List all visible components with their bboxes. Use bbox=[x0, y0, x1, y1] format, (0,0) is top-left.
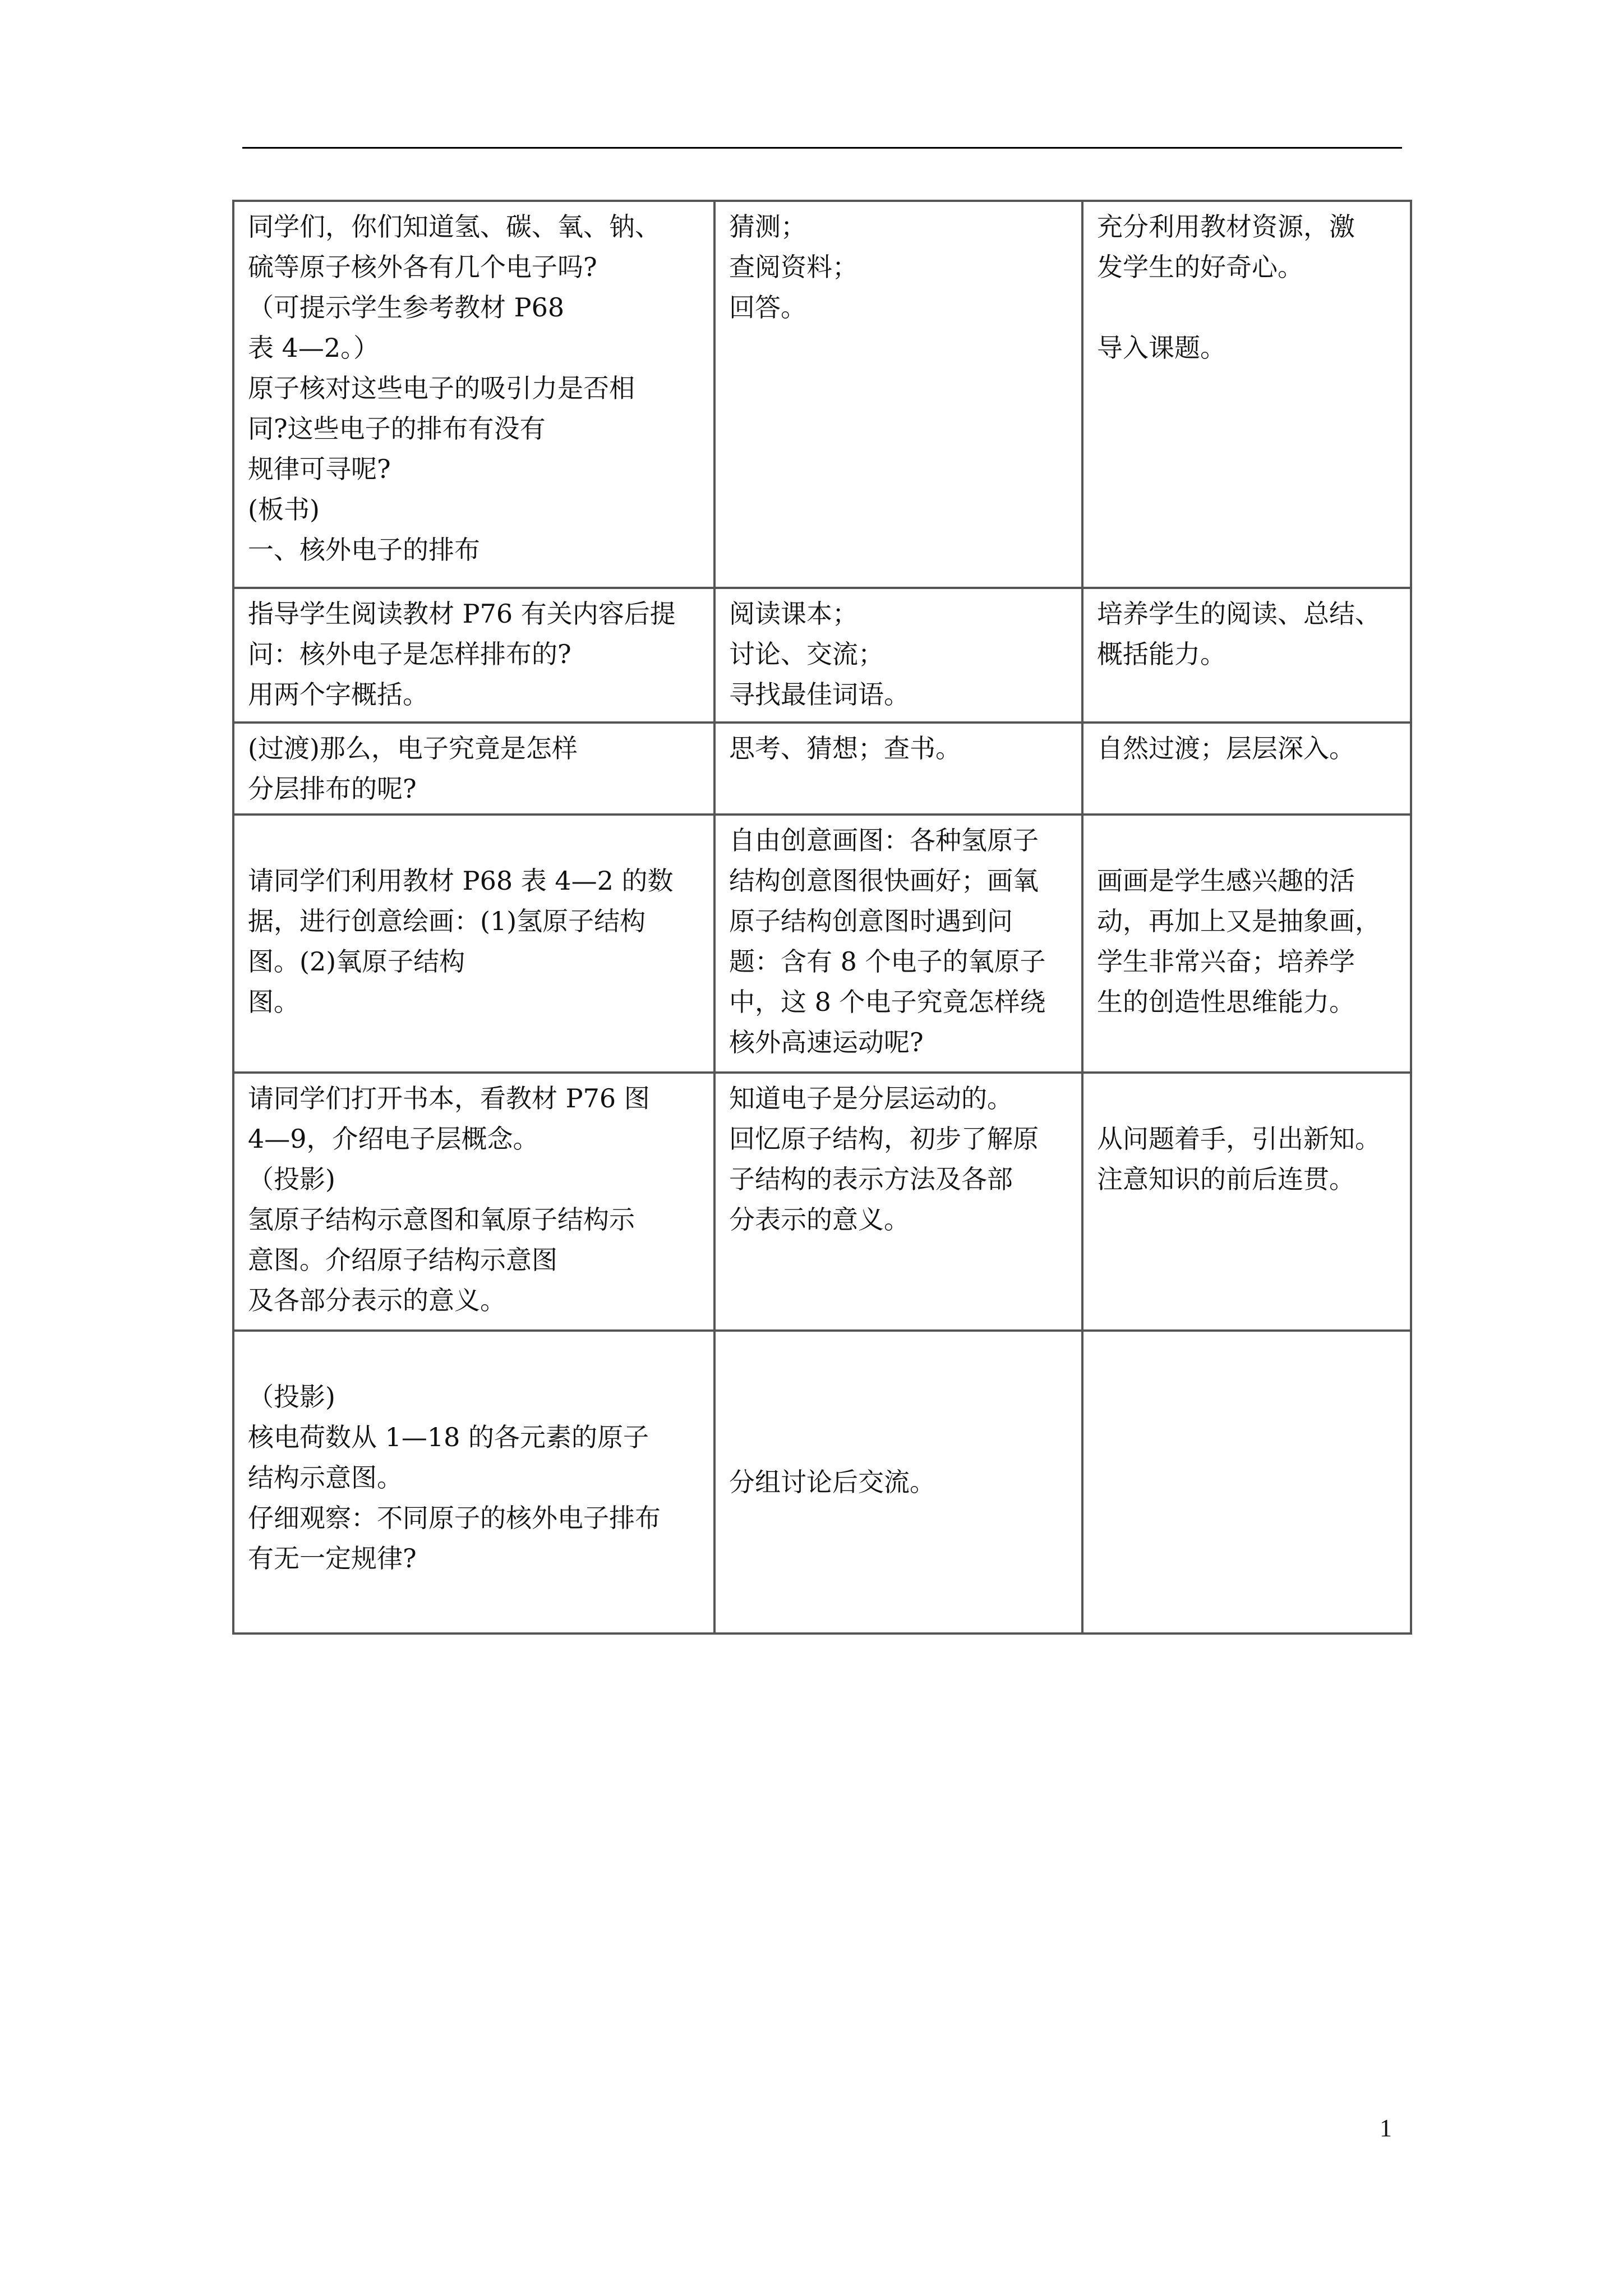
teacher-activity-cell: 同学们，你们知道氢、碳、氧、钠、 硫等原子核外各有几个电子吗? （可提示学生参考教材 P68 表 4—2。） 原子核对这些电子的吸引力是否相 同?这些电子的排布有没有 规律可寻呢? (板书) 一、核外电子的排布 bbox=[233, 201, 714, 588]
design-intent-cell: 自然过渡；层层深入。 bbox=[1082, 723, 1411, 815]
student-activity-cell: 阅读课本； 讨论、交流； 寻找最佳词语。 bbox=[714, 588, 1082, 723]
teacher-activity-cell: 请同学们利用教材 P68 表 4—2 的数 据，进行创意绘画：(1)氢原子结构 图。(2)氧原子结构 图。 bbox=[233, 815, 714, 1073]
design-intent-cell: 从问题着手，引出新知。 注意知识的前后连贯。 bbox=[1082, 1073, 1411, 1331]
student-activity-cell: 思考、猜想；查书。 bbox=[714, 723, 1082, 815]
design-intent-cell bbox=[1082, 1331, 1411, 1634]
student-activity-cell: 猜测； 查阅资料； 回答。 bbox=[714, 201, 1082, 588]
page-number: 1 bbox=[1380, 2114, 1392, 2142]
student-activity-cell: 知道电子是分层运动的。 回忆原子结构，初步了解原 子结构的表示方法及各部 分表示的意义。 bbox=[714, 1073, 1082, 1331]
table-row bbox=[233, 201, 1411, 588]
table-row bbox=[233, 723, 1411, 815]
teacher-activity-cell: （投影) 核电荷数从 1—18 的各元素的原子 结构示意图。 仔细观察：不同原子的核外电子排布 有无一定规律? bbox=[233, 1331, 714, 1634]
header-rule bbox=[242, 147, 1402, 149]
table-row bbox=[233, 1331, 1411, 1634]
teacher-activity-cell: 指导学生阅读教材 P76 有关内容后提 问：核外电子是怎样排布的? 用两个字概括。 bbox=[233, 588, 714, 723]
table-row bbox=[233, 815, 1411, 1073]
design-intent-cell: 培养学生的阅读、总结、 概括能力。 bbox=[1082, 588, 1411, 723]
student-activity-cell: 分组讨论后交流。 bbox=[714, 1331, 1082, 1634]
teacher-activity-cell: 请同学们打开书本，看教材 P76 图 4—9，介绍电子层概念。 （投影) 氢原子结构示意图和氧原子结构示 意图。介绍原子结构示意图 及各部分表示的意义。 bbox=[233, 1073, 714, 1331]
table-row bbox=[233, 1073, 1411, 1331]
teacher-activity-cell: (过渡)那么，电子究竟是怎样 分层排布的呢? bbox=[233, 723, 714, 815]
table-row bbox=[233, 588, 1411, 723]
design-intent-cell: 画画是学生感兴趣的活 动，再加上又是抽象画， 学生非常兴奋；培养学 生的创造性思维能力。 bbox=[1082, 815, 1411, 1073]
design-intent-cell: 充分利用教材资源，激 发学生的好奇心。 导入课题。 bbox=[1082, 201, 1411, 588]
student-activity-cell: 自由创意画图：各种氢原子 结构创意图很快画好；画氧 原子结构创意图时遇到问 题：含有 8 个电子的氧原子 中，这 8 个电子究竟怎样绕 核外高速运动呢? bbox=[714, 815, 1082, 1073]
lesson-plan-table bbox=[232, 200, 1412, 1635]
